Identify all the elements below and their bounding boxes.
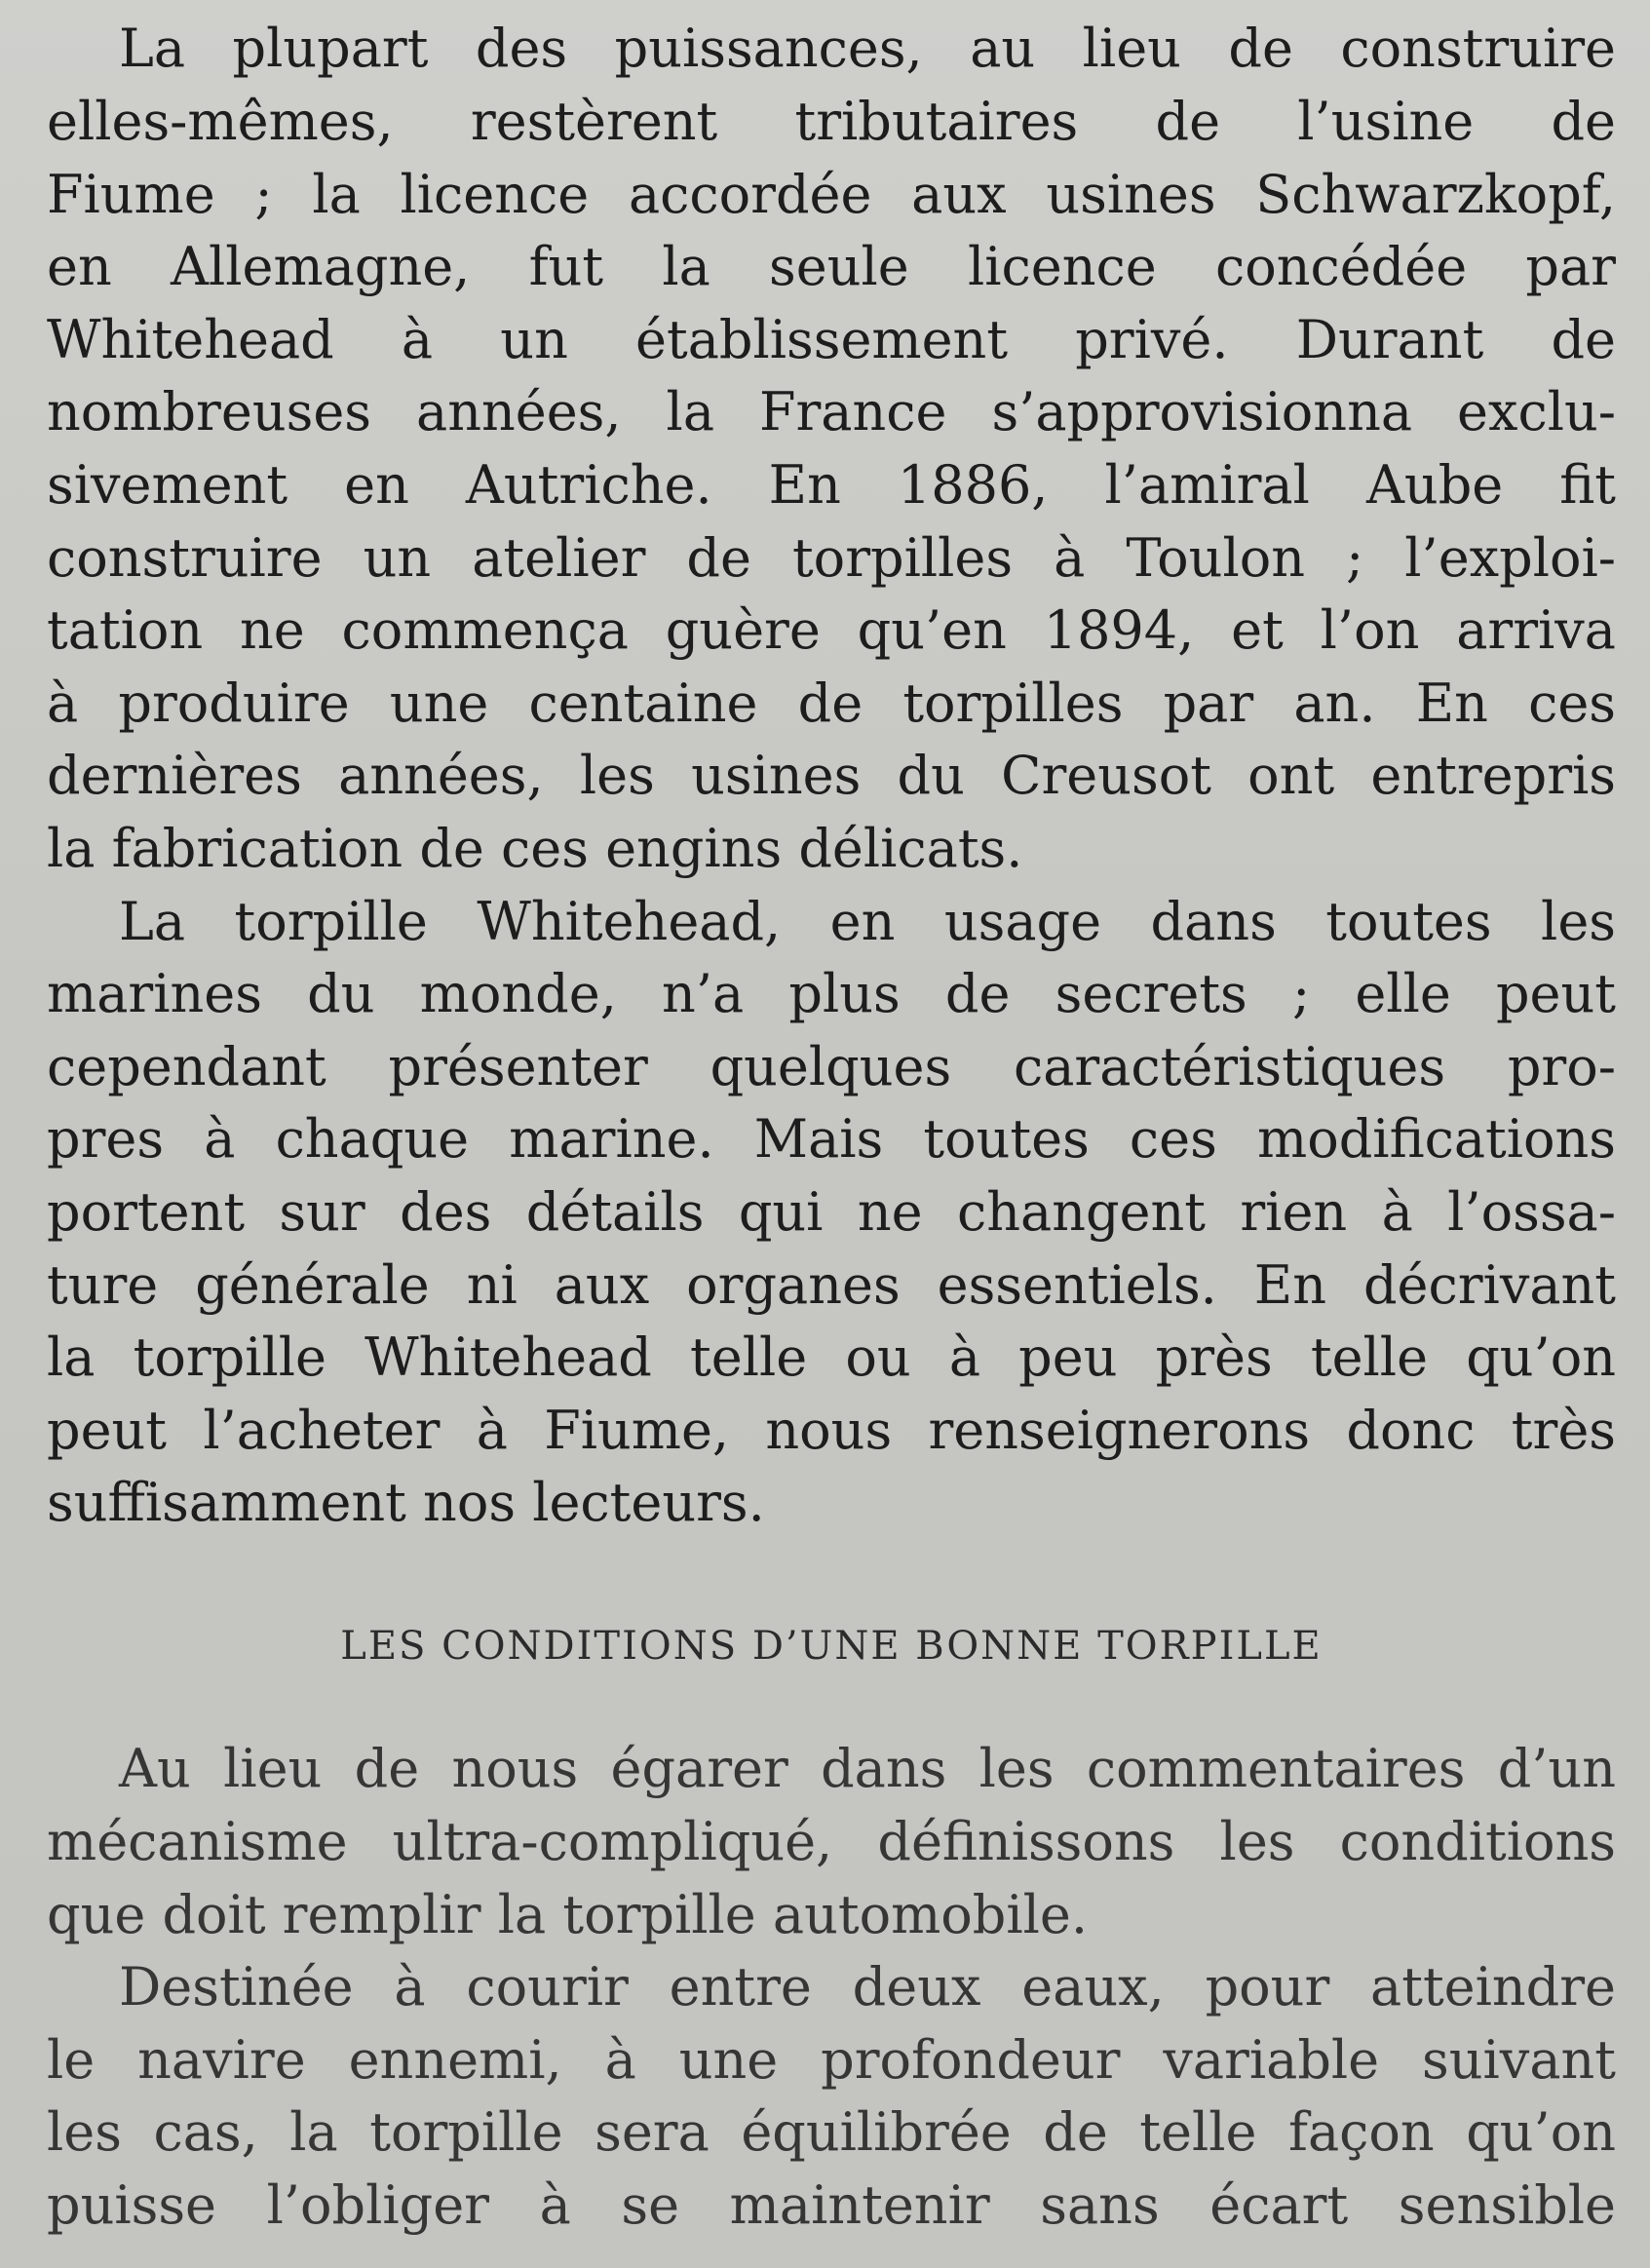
text-line: dernières années, les usines du Creusot ont entrepris bbox=[47, 745, 1616, 806]
text-line: à produire une centaine de torpilles par an. En ces bbox=[47, 673, 1616, 734]
text-line: la torpille Whitehead telle ou à peu près telle qu’on bbox=[47, 1326, 1616, 1388]
text-line: en Allemagne, fut la seule licence concédée par bbox=[47, 236, 1616, 297]
book-page bbox=[47, 0, 1616, 2268]
text-line: portent sur des détails qui ne changent rien à l’ossa- bbox=[47, 1181, 1616, 1243]
text-line: elles-mêmes, restèrent tributaires de l’usine de bbox=[47, 91, 1616, 152]
text-line: les cas, la torpille sera équilibrée de telle façon qu’on bbox=[47, 2101, 1616, 2163]
text-line: La plupart des puissances, au lieu de construire bbox=[119, 18, 1616, 79]
text-line: le navire ennemi, à une profondeur variable suivant bbox=[47, 2029, 1616, 2091]
text-line: que doit remplir la torpille automobile. bbox=[47, 1884, 1089, 1945]
text-line: marines du monde, n’a plus de secrets ; elle peut bbox=[47, 963, 1616, 1024]
section-heading: LES CONDITIONS D’UNE BONNE TORPILLE bbox=[340, 1624, 1323, 1669]
text-line: Au lieu de nous égarer dans les commentaires d’un bbox=[119, 1738, 1616, 1799]
text-line: construire un atelier de torpilles à Toulon ; l’exploi- bbox=[47, 527, 1616, 589]
text-line: suffisamment nos lecteurs. bbox=[47, 1472, 765, 1533]
text-line: pres à chaque marine. Mais toutes ces modifications bbox=[47, 1108, 1616, 1170]
text-line: peut l’acheter à Fiume, nous renseignerons donc très bbox=[47, 1400, 1616, 1461]
text-line: nombreuses années, la France s’approvisionna exclu- bbox=[47, 381, 1616, 442]
text-line: cependant présenter quelques caractéristiques pro- bbox=[47, 1036, 1616, 1097]
text-line: tation ne commença guère qu’en 1894, et l’on arriva bbox=[47, 599, 1616, 661]
text-line: sivement en Autriche. En 1886, l’amiral Aube fit bbox=[47, 454, 1616, 516]
text-line: Destinée à courir entre deux eaux, pour atteindre bbox=[119, 1956, 1616, 2018]
text-line: mécanisme ultra-compliqué, définissons les conditions bbox=[47, 1811, 1616, 1872]
text-line: Whitehead à un établissement privé. Durant de bbox=[47, 309, 1616, 370]
text-line: La torpille Whitehead, en usage dans toutes les bbox=[119, 891, 1616, 952]
text-line: la fabrication de ces engins délicats. bbox=[47, 818, 1023, 879]
text-line: puisse l’obliger à se maintenir sans écart sensible bbox=[47, 2174, 1616, 2236]
text-line: ture générale ni aux organes essentiels. En décrivant bbox=[47, 1254, 1616, 1316]
text-line: Fiume ; la licence accordée aux usines Schwarzkopf, bbox=[47, 164, 1616, 225]
